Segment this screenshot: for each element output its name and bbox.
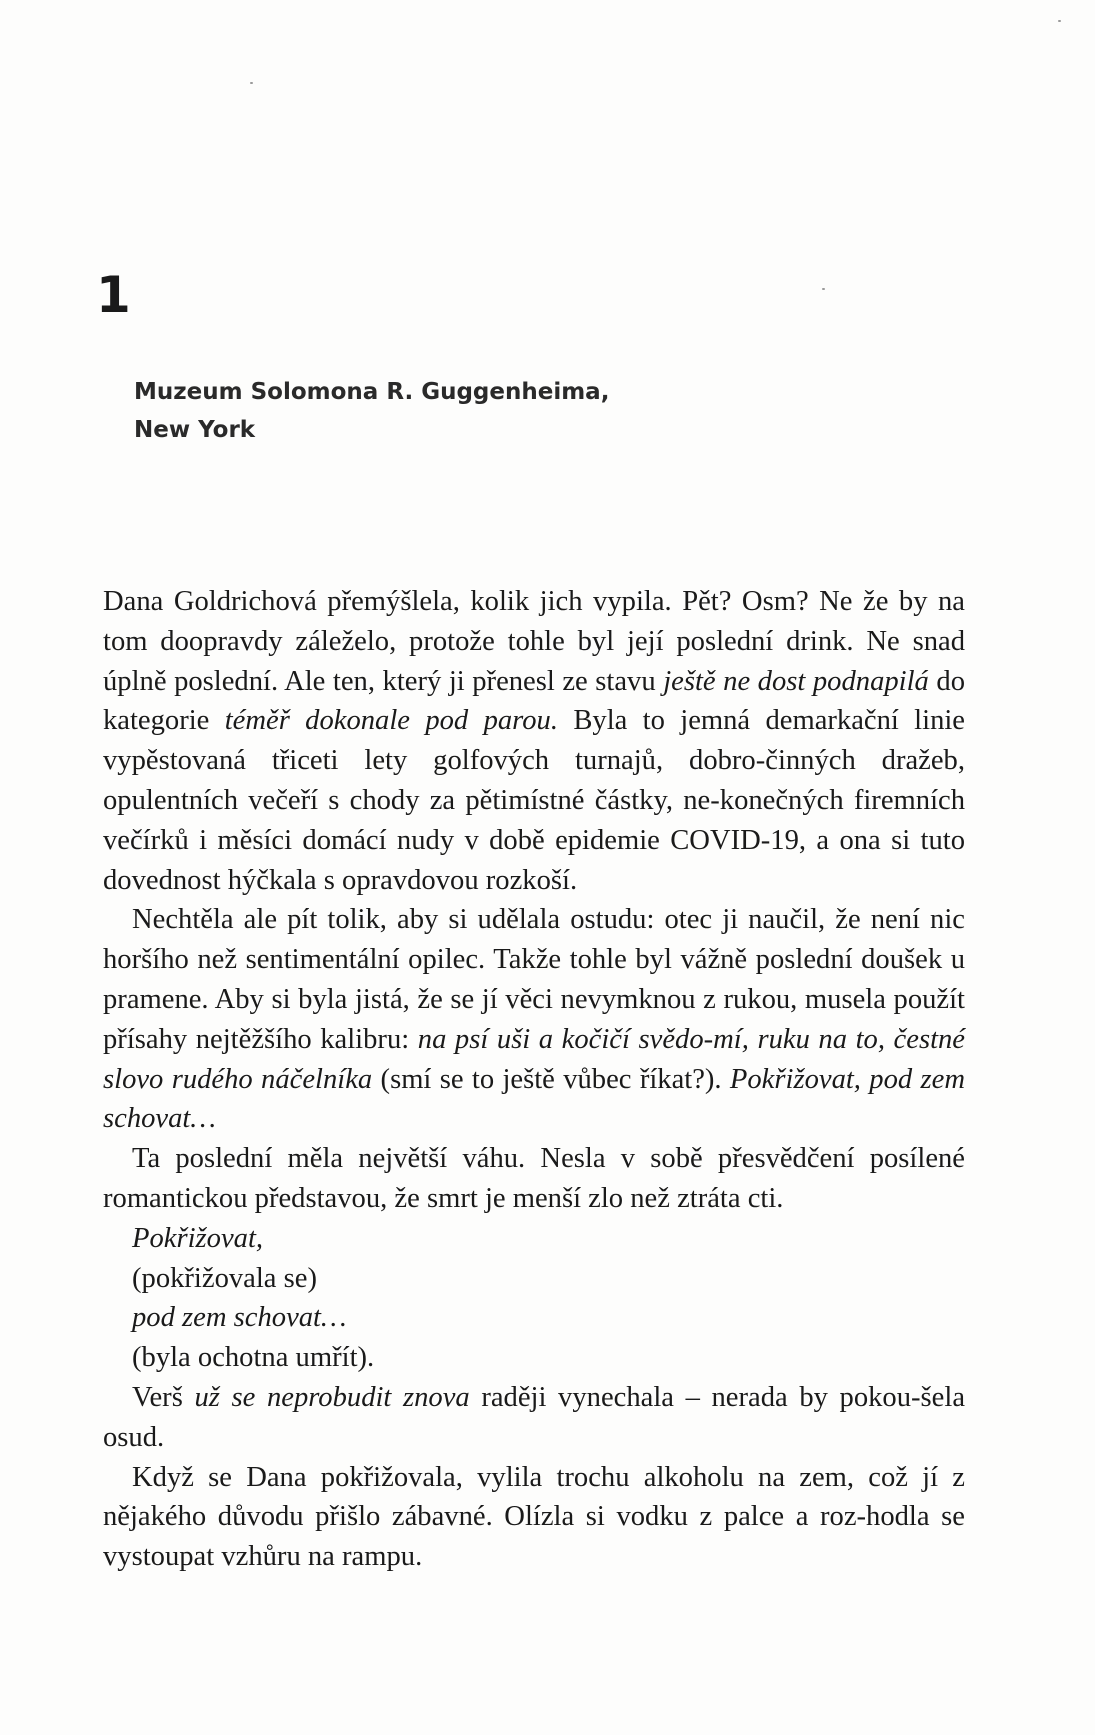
italic-text-run: téměř dokonale pod parou. [224, 705, 558, 737]
scan-speck [1058, 20, 1061, 22]
verse-line: (byla ochotna umřít). [132, 1342, 375, 1374]
italic-text-run: ještě ne dost podnapilá [663, 665, 929, 697]
text-run: Nechtěla ale pít tolik, aby si udělala ostudu: otec ji naučil, že není nic horšího než sentimentální opilec. Takže tohle byl vážně poslední doušek u pramene. Aby si byla jistá, že se jí věci nevymknou z rukou, musela použít přísahy nejtěžšího kalibru: [103, 904, 965, 1055]
chapter-heading-line: New York [134, 417, 256, 443]
chapter-heading [134, 373, 609, 449]
text-run: Byla to jemná demarkační linie vypěstovaná třiceti lety golfových turnajů, dobro-činných dražeb, opulentních večeří s chody za pětimístné částky, ne-konečných firemních večírků i měsíci domácí nudy v době epidemie COVID-19, a ona si tuto dovednost hýčkala s opravdovou rozkoší. [103, 705, 966, 896]
verse-line [103, 1219, 965, 1259]
text-run: Dana Goldrichová přemýšlela, kolik jich vypila. Pět? Osm? Ne že by na tom doopravdy záleželo, protože tohle byl její poslední drink. Ne snad úplně poslední. Ale ten, který ji přenesl ze stavu [103, 586, 965, 697]
italic-text-run: na psí uši a kočičí svědo-mí, ruku na to, čestné slovo rudého náčelníka [103, 1023, 966, 1095]
text-run: raději vynechala – nerada by pokou-šela osud. [103, 1381, 966, 1453]
italic-text-run: Pokřižovat, pod zem schovat… [103, 1063, 965, 1135]
text-run: Verš [132, 1381, 195, 1413]
paragraph: Když se Dana pokřižovala, vylila trochu alkoholu na zem, což jí z nějakého důvodu přišlo zábavné. Olízla si vodku z palce a roz-hodla se vystoupat vzhůru na rampu. [103, 1461, 965, 1573]
chapter-number: 1 [96, 266, 131, 324]
chapter-body [103, 582, 965, 1577]
verse-line [103, 1298, 965, 1338]
italic-text-run: už se neprobudit znova [194, 1381, 470, 1413]
chapter-heading-line: Muzeum Solomona R. Guggenheima, [134, 379, 610, 405]
text-run: do kategorie [103, 665, 965, 737]
text-run: (smí se to ještě vůbec říkat?). [372, 1063, 730, 1095]
scan-speck [250, 82, 253, 84]
paragraph [103, 1378, 965, 1458]
italic-text-run: Pokřižovat, [132, 1222, 264, 1254]
paragraph [103, 900, 965, 1139]
paragraph [103, 582, 965, 900]
italic-text-run: pod zem schovat… [132, 1302, 347, 1334]
scan-speck [822, 288, 825, 290]
paragraph: Ta poslední měla největší váhu. Nesla v sobě přesvědčení posílené romantickou představou, že smrt je menší zlo než ztráta cti. [103, 1143, 965, 1214]
verse-line: (pokřižovala se) [132, 1262, 317, 1294]
